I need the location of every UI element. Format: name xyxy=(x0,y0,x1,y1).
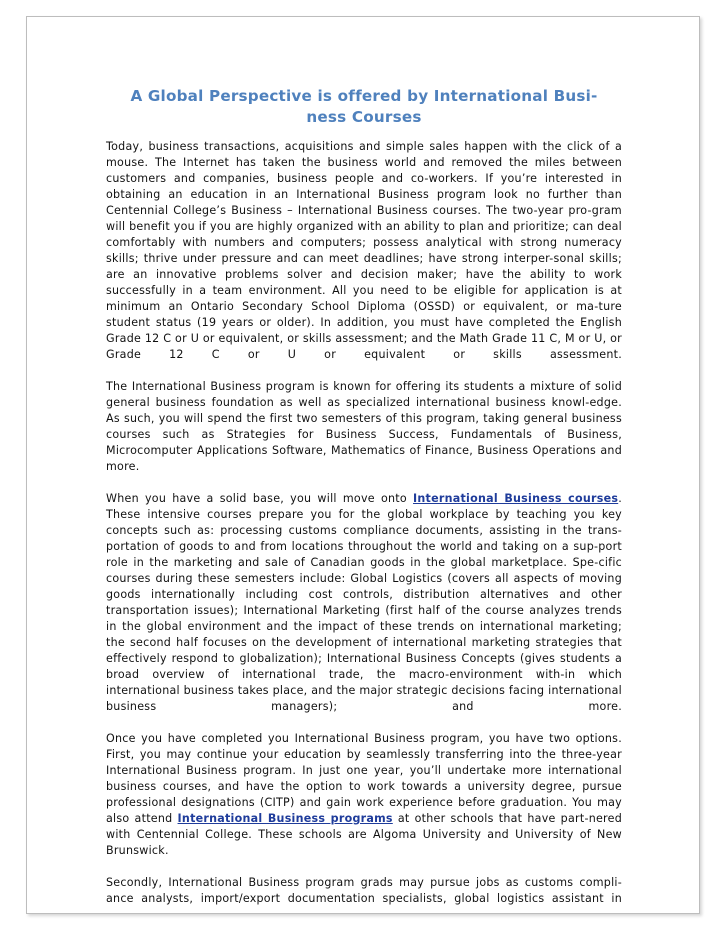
international-business-courses-link[interactable]: International Business courses xyxy=(413,492,619,505)
paragraph-intro: Today, business transactions, acquisitions and simple sales happen with the click of a mouse. The Internet has taken the business world and removed the miles between customers and companies, business people and co-workers. If you’re interested in obtaining an education in an International Business program look no further than Centennial College’s Business – International Business courses. The two-year pro-gram will benefit you if you are highly organized with an ability to plan and prioritize; can deal comfortably with numbers and computers; possess analytical with strong numeracy skills; thrive under pressure and can meet deadlines; have strong interper-sonal skills; are an innovative problems solver and decision maker; have the ability to work successfully in a team environment. All you need to be eligible for application is at minimum an Ontario Secondary School Diploma (OSSD) or equivalent, or ma-ture student status (19 years or older). In addition, you must have completed the English Grade 12 C or U or equivalent, or skills assessment; and the Math Grade 11 C, M or U, or Grade 12 C or U or equivalent or skills assessment. xyxy=(106,140,622,361)
paragraph-courses-text-start: When you have a solid base, you will move onto xyxy=(106,492,414,505)
paragraph-options-text-start: Once you have completed you International Business program, you have two options. First, you may continue your education by seamlessly transferring into the three-year International Business program. In just one year, you’ll undertake more international business courses, and have the option to work towards a university degree, pursue professional designations (CITP) and gain work experience before graduation. You may also attend xyxy=(106,732,622,825)
paragraph-options-text-end: at other schools that have part-nered with Centennial College. These schools are Algoma University and University of New Brunswick. xyxy=(106,812,622,857)
paragraph-options xyxy=(106,731,622,859)
paragraph-courses-text-end: . These intensive courses prepare you for the global workplace by teaching you key concepts such as: processing customs compliance documents, assisting in the trans-portation of goods to and from locations throughout the world and taking on a sup-port role in the marketing and sale of Canadian goods in the global marketplace. Spe-cific courses during these semesters include: Global Logistics (covers all aspects of moving goods internationally including cost controls, distribution alternatives and other transportation issues); International Marketing (first half of the course analyzes trends in the global environment and the impact of these trends on international marketing; the second half focuses on the development of international marketing strategies that effectively respond to globalization); International Business Concepts (gives students a broad overview of international trade, the macro-environment with-in which international business takes place, and the major strategic decisions facing international business managers); and more. xyxy=(106,492,622,713)
document-body xyxy=(106,86,622,914)
paragraph-careers: Secondly, International Business program grads may pursue jobs as customs compli-ance analysts, import/export documentation specialists, global logistics assistant in xyxy=(106,876,622,905)
paragraph-program-overview: The International Business program is known for offering its students a mixture of solid general business foundation as well as specialized international business knowl-edge. As such, you will spend the first two semesters of this program, taking general business courses such as Strategies for Business Success, Fundamentals of Business, Microcomputer Applications Software, Mathematics of Finance, Business Operations and more. xyxy=(106,380,622,473)
international-business-programs-link[interactable]: International Business programs xyxy=(177,812,393,825)
paragraph-courses xyxy=(106,491,622,715)
document-page xyxy=(26,16,700,914)
document-title: A Global Perspective is offered by International Busi-ness Courses xyxy=(130,87,598,126)
